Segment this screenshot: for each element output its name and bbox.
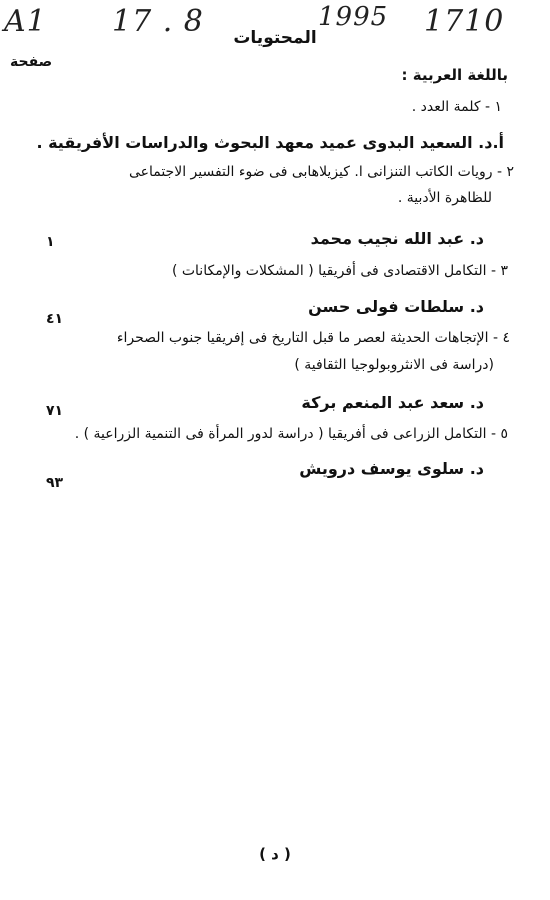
page-title: المحتويات bbox=[233, 28, 317, 48]
toc-author-1: أ.د. السعيد البدوى عميد معهد البحوث والدراسات الأفريقية . bbox=[36, 133, 504, 152]
handwritten-mark-a: A1 bbox=[4, 4, 47, 39]
toc-author-4: د. سعد عبد المنعم بركة bbox=[301, 393, 484, 412]
toc-page-5: ٩٣ bbox=[46, 475, 64, 491]
toc-page-3: ٤١ bbox=[46, 311, 64, 327]
handwritten-mark-b: 17 . 8 bbox=[112, 4, 204, 39]
toc-item-3: ٣ - التكامل الاقتصادى فى أفريقيا ( المشكلات والإمكانات ) bbox=[171, 263, 508, 279]
handwritten-mark-d: 1710 bbox=[424, 4, 505, 39]
toc-page-2: ١ bbox=[46, 234, 55, 250]
page-footer: ( د ) bbox=[259, 845, 291, 863]
toc-author-3: د. سلطات فولى حسن bbox=[308, 297, 484, 316]
toc-item-2: ٢ - رويات الكاتب التنزانى ا. كيزيلاهابى فى ضوء التفسير الاجتماعى bbox=[128, 164, 514, 180]
page-column-header: صفحة bbox=[10, 54, 53, 70]
toc-author-5: د. سلوى يوسف درويش bbox=[299, 459, 484, 478]
toc-page-4: ٧١ bbox=[46, 403, 64, 419]
toc-item-2-line2: للظاهرة الأدبية . bbox=[397, 190, 492, 206]
toc-item-4: ٤ - الإتجاهات الحديثة لعصر ما قبل التاريخ فى إفريقيا جنوب الصحراء bbox=[116, 330, 510, 346]
section-heading: باللغة العربية : bbox=[401, 66, 508, 84]
toc-author-2: د. عبد الله نجيب محمد bbox=[310, 229, 484, 248]
toc-item-1: ١ - كلمة العدد . bbox=[411, 99, 502, 115]
toc-item-5: ٥ - التكامل الزراعى فى أفريقيا ( دراسة لدور المرأة فى التنمية الزراعية ) . bbox=[74, 426, 508, 442]
handwritten-mark-c: 1995 bbox=[318, 2, 389, 32]
toc-item-4-line2: (دراسة فى الانثروبولوجيا الثقافية ) bbox=[294, 357, 494, 373]
